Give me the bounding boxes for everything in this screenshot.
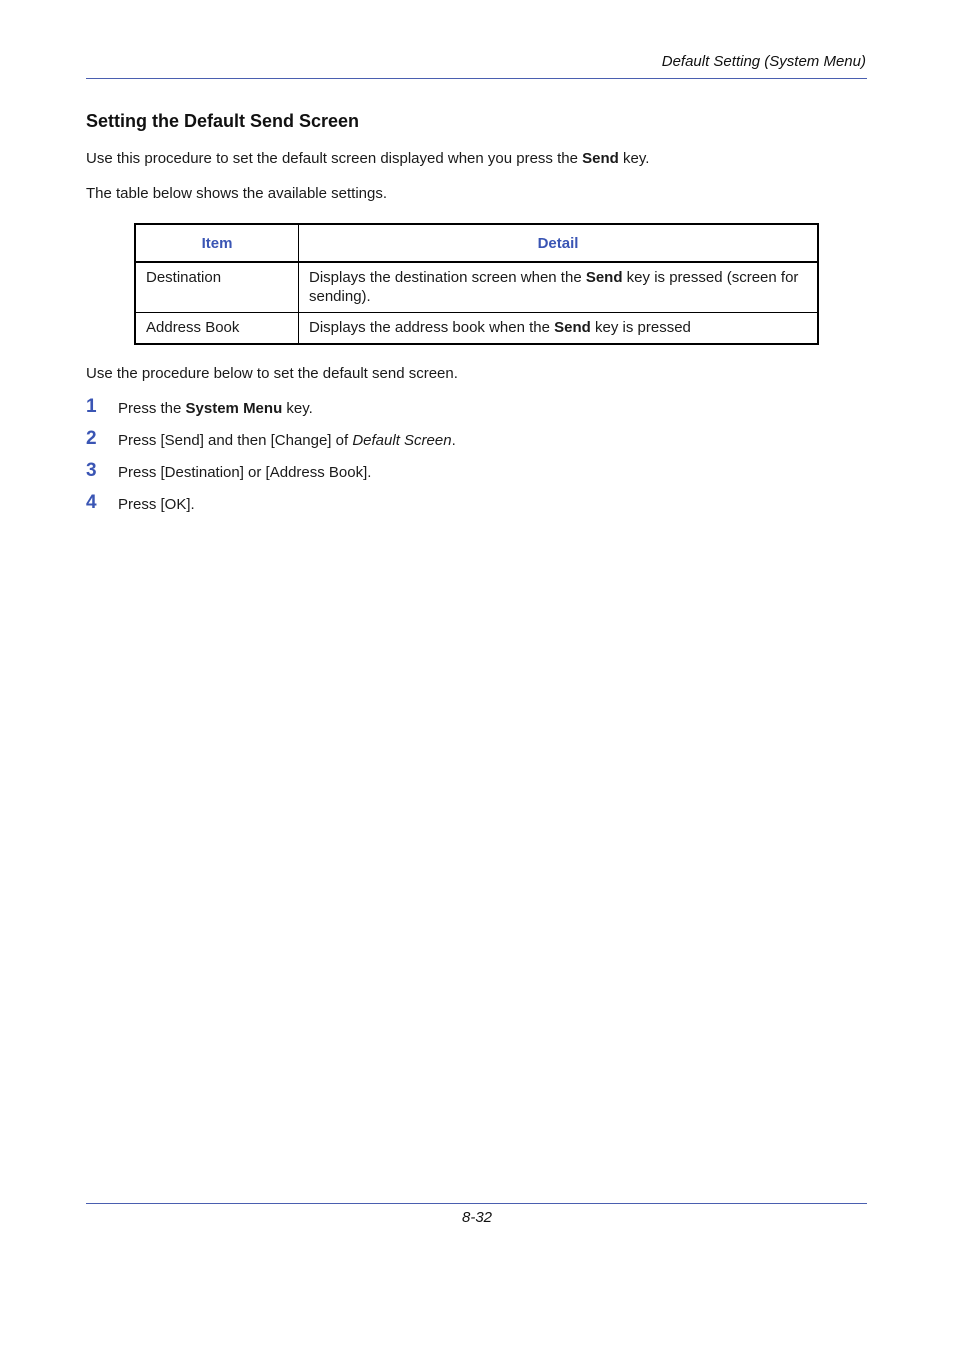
detail-text-end: key is pressed [590, 319, 691, 336]
detail-bold-key: Send [554, 319, 591, 336]
table-header-row [135, 224, 818, 262]
step-text: Press [OK]. [118, 496, 195, 513]
intro-text-end: key. [618, 150, 650, 167]
detail-text-end: key is pressed (screen for sending). [309, 269, 799, 305]
step-text-part: Press [Send] and then [Change] of [118, 432, 353, 449]
step-text-part: key. [282, 400, 313, 417]
step-text-part: . [451, 432, 456, 449]
step-number: 3 [86, 460, 97, 481]
step-number: 4 [86, 492, 97, 513]
step-number: 1 [86, 396, 97, 417]
step-text-part: Press the [118, 400, 186, 417]
intro-paragraph [86, 149, 649, 168]
table-cell-detail [299, 262, 819, 313]
table-header-item: Item [135, 224, 299, 262]
detail-text: Displays the address book when the [309, 319, 555, 336]
running-header: Default Setting (System Menu) [661, 53, 866, 70]
settings-table [134, 223, 819, 345]
table-row [135, 313, 818, 345]
step-number: 2 [86, 428, 97, 449]
detail-bold-key: Send [585, 269, 623, 286]
procedure-intro: Use the procedure below to set the default send screen. [86, 365, 458, 382]
intro-text: Use this procedure to set the default screen displayed when you press the [86, 150, 583, 167]
detail-text: Displays the destination screen when the [309, 269, 586, 286]
header-rule [86, 78, 867, 79]
step-bold-key: System Menu [185, 400, 283, 417]
table-row [135, 262, 818, 313]
table-intro: The table below shows the available settings. [86, 185, 388, 202]
table-cell-item: Destination [135, 262, 299, 313]
step-italic-term: Default Screen [352, 432, 452, 449]
table-cell-item: Address Book [135, 313, 299, 345]
intro-bold-key: Send [582, 150, 619, 167]
step-text [118, 399, 313, 418]
table-cell-detail [299, 313, 819, 345]
page-number: 8-32 [461, 1209, 493, 1226]
table-header-detail: Detail [299, 224, 819, 262]
footer-rule [86, 1203, 867, 1204]
step-text [118, 431, 456, 450]
section-title: Setting the Default Send Screen [86, 111, 360, 131]
step-text: Press [Destination] or [Address Book]. [118, 464, 372, 481]
